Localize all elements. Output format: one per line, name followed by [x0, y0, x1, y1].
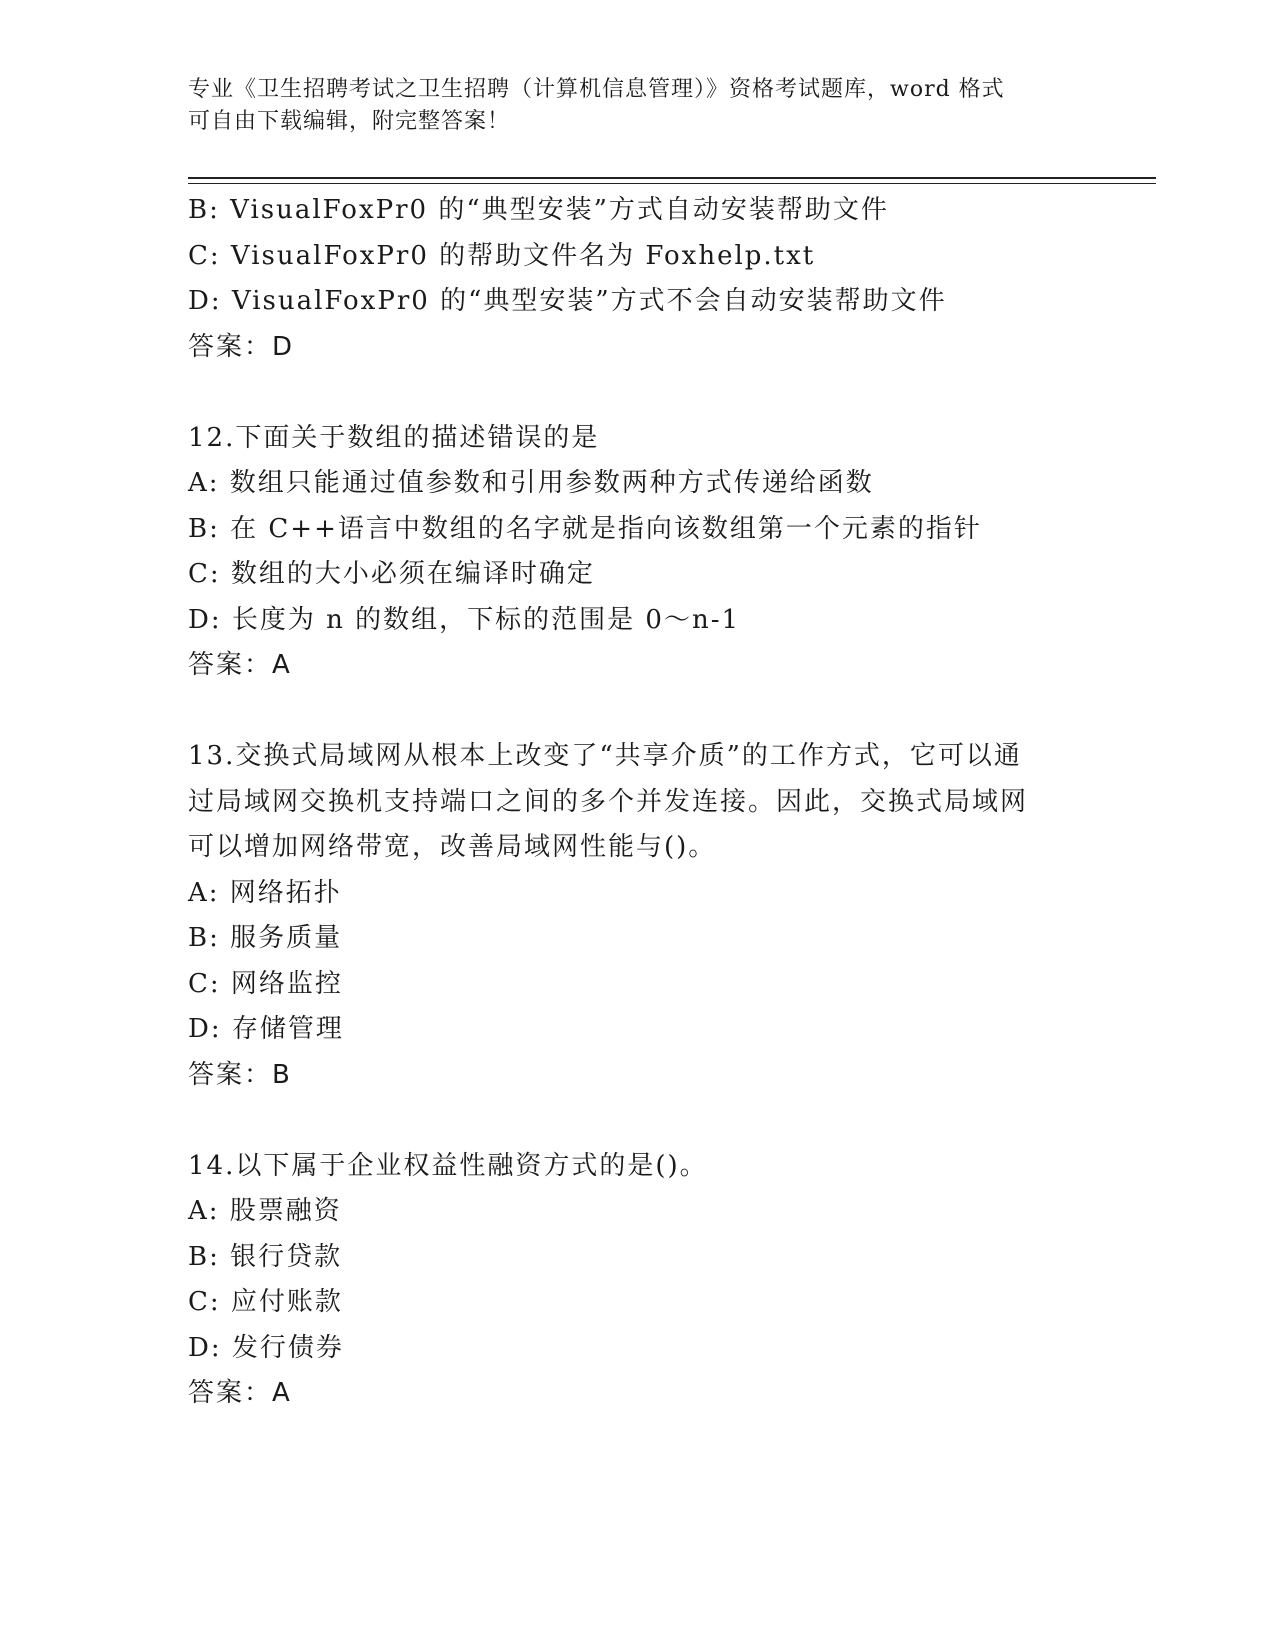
spacer	[188, 370, 1088, 416]
answer-line: 答案：B	[188, 1059, 292, 1090]
header-line-2: 可自由下载编辑，附完整答案！	[188, 109, 511, 134]
option-b: B: 服务质量	[188, 923, 343, 953]
option-d: D: 存储管理	[188, 1014, 344, 1044]
option-a: A: 网络拓扑	[188, 877, 342, 908]
option-d: D: 长度为 n 的数组，下标的范围是 0～n-1	[188, 604, 741, 635]
question-13	[188, 734, 1088, 1098]
option-d: D: 发行债券	[188, 1332, 344, 1363]
header-line-1: 专业《卫生招聘考试之卫生招聘（计算机信息管理）》资格考试题库，word 格式	[188, 77, 1005, 102]
question-stem-line-3: 可以增加网络带宽，改善局域网性能与()。	[188, 832, 717, 862]
option-c: C: 数组的大小必须在编译时确定	[188, 559, 595, 589]
question-stem-line-2: 过局域网交换机支持端口之间的多个并发连接。因此，交换式局域网	[188, 786, 1029, 817]
spacer	[188, 689, 1088, 735]
question-stem: 12.下面关于数组的描述错误的是	[188, 422, 600, 453]
spacer	[188, 1098, 1088, 1144]
option-b: B: 在 C++语言中数组的名字就是指向该数组第一个元素的指针	[188, 513, 982, 544]
question-list	[188, 188, 1088, 1417]
header-divider-thin	[188, 183, 1156, 184]
question-stem-line-1: 13.交换式局域网从根本上改变了“共享介质”的工作方式，它可以通	[188, 741, 1022, 771]
answer-line: 答案：A	[188, 1378, 292, 1408]
option-a: A: 股票融资	[188, 1196, 342, 1226]
option-b: B: VisualFoxPr0 的“典型安装”方式自动安装帮助文件	[188, 195, 889, 225]
question-stem: 14.以下属于企业权益性融资方式的是()。	[188, 1150, 708, 1181]
question-11-tail	[188, 188, 1088, 370]
document-header	[188, 74, 1068, 138]
option-c: C: 应付账款	[188, 1287, 343, 1317]
question-12	[188, 416, 1088, 689]
option-c: C: 网络监控	[188, 968, 343, 999]
question-14	[188, 1144, 1088, 1417]
option-c: C: VisualFoxPr0 的帮助文件名为 Foxhelp.txt	[188, 240, 816, 271]
header-divider-thick	[188, 177, 1156, 179]
answer-line: 答案：D	[188, 331, 295, 362]
option-a: A: 数组只能通过值参数和引用参数两种方式传递给函数	[188, 468, 874, 498]
answer-line: 答案：A	[188, 650, 292, 680]
option-d: D: VisualFoxPr0 的“典型安装”方式不会自动安装帮助文件	[188, 286, 947, 316]
option-b: B: 银行贷款	[188, 1241, 343, 1272]
